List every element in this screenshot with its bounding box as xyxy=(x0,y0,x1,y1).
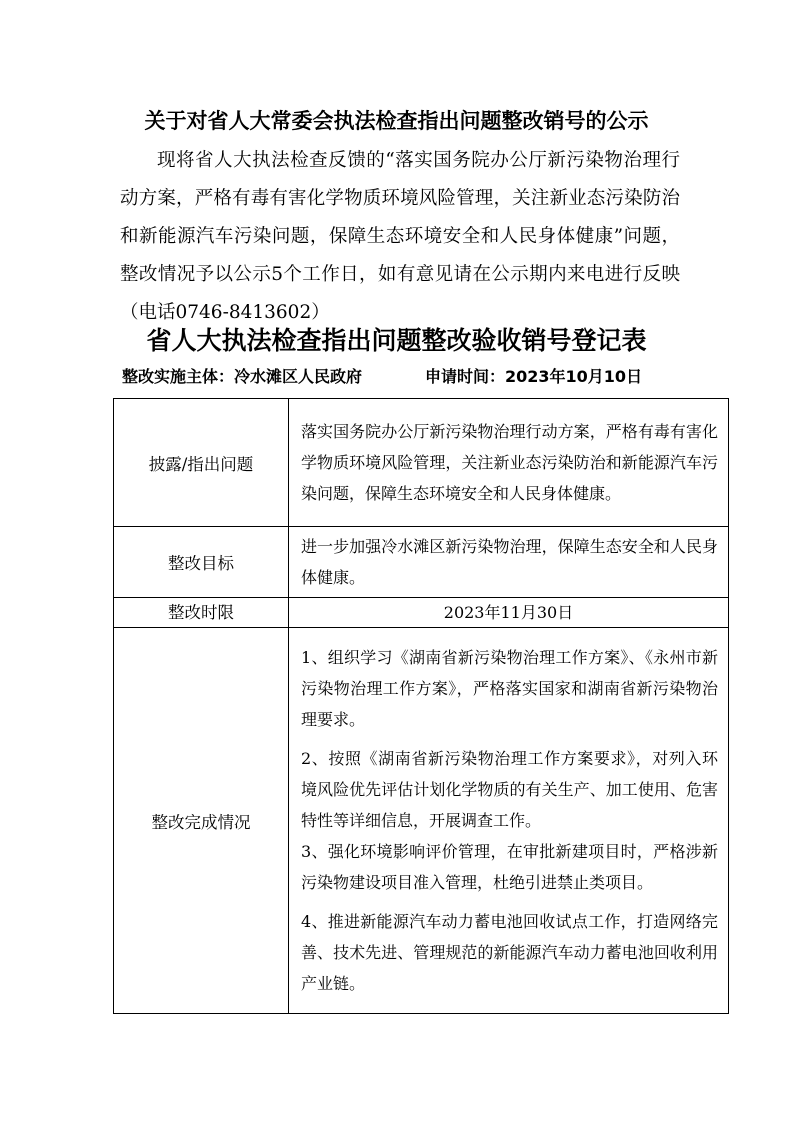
row-value-deadline: 2023年11月30日 xyxy=(289,598,729,628)
implementing-entity: 整改实施主体：冷水滩区人民政府 xyxy=(122,367,363,386)
progress-item: 4、推进新能源汽车动力蓄电池回收试点工作，打造网络完善、技术先进、管理规范的新能源汽车动力蓄电池回收利用产业链。 xyxy=(301,912,718,993)
row-value-progress xyxy=(289,628,729,1014)
row-value-issue: 落实国务院办公厅新污染物治理行动方案，严格有毒有害化学物质环境风险管理，关注新业态污染防治和新能源汽车污染问题，保障生态环境安全和人民身体健康。 xyxy=(289,399,729,527)
row-label-progress: 整改完成情况 xyxy=(114,628,289,1014)
table-row xyxy=(114,628,729,1014)
application-date: 申请时间：2023年10月10日 xyxy=(425,367,643,386)
registration-table xyxy=(113,398,729,1014)
form-title: 省人大执法检查指出问题整改验收销号登记表 xyxy=(146,326,647,355)
row-value-goal: 进一步加强冷水滩区新污染物治理，保障生态安全和人民身体健康。 xyxy=(289,527,729,598)
progress-item: 1、组织学习《湖南省新污染物治理工作方案》、《永州市新污染物治理工作方案》，严格落实国家和湖南省新污染物治理要求。 xyxy=(301,648,718,729)
row-label-goal: 整改目标 xyxy=(114,527,289,598)
table-row xyxy=(114,399,729,527)
notice-body: 现将省人大执法检查反馈的“落实国务院办公厅新污染物治理行动方案，严格有毒有害化学物质环境风险管理，关注新业态污染防治和新能源汽车污染问题，保障生态环境安全和人民身体健康”问题，整改情况予以公示5个工作日，如有意见请在公示期内来电进行反映（电话0746-8413602） xyxy=(120,150,680,323)
notice-title: 关于对省人大常委会执法检查指出问题整改销号的公示 xyxy=(144,109,649,133)
row-label-deadline: 整改时限 xyxy=(114,598,289,628)
table-row xyxy=(114,598,729,628)
progress-item: 2、按照《湖南省新污染物治理工作方案要求》，对列入环境风险优先评估计划化学物质的有关生产、加工使用、危害特性等详细信息，开展调查工作。 xyxy=(301,749,718,830)
progress-item: 3、强化环境影响评价管理，在审批新建项目时，严格涉新污染物建设项目准入管理，杜绝引进禁止类项目。 xyxy=(301,842,718,892)
row-label-issue: 披露/指出问题 xyxy=(114,399,289,527)
table-row xyxy=(114,527,729,598)
